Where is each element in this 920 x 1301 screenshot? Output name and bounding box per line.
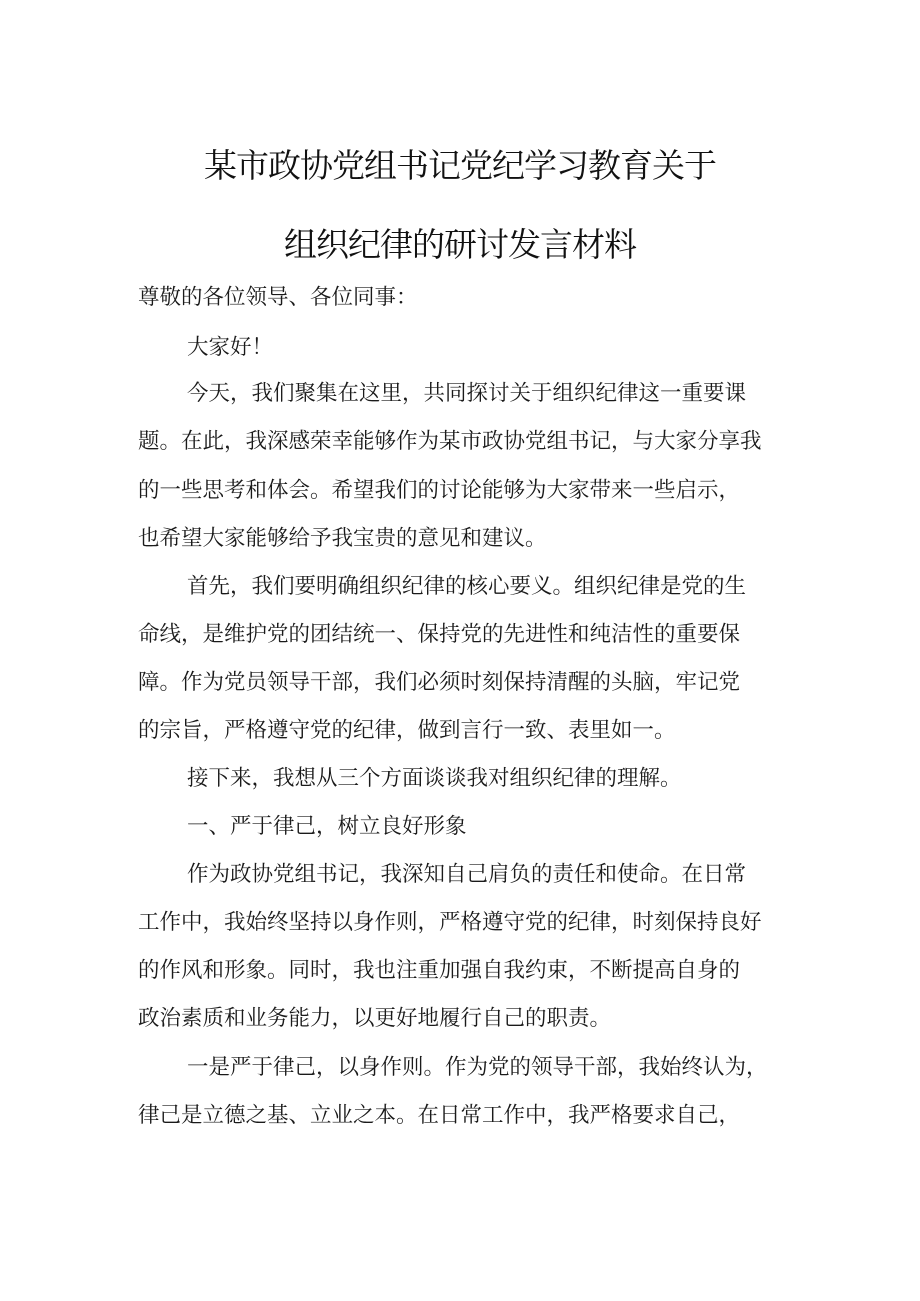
document-title-line-2: 组织纪律的研讨发言材料 (284, 225, 636, 264)
document-title-line-1: 某市政协党组书记党纪学习教育关于 (204, 146, 716, 185)
paragraph-line: 接下来，我想从三个方面谈谈我对组织纪律的理解。 (187, 766, 682, 791)
paragraph-line: 律己是立德之基、立业之本。在日常工作中，我严格要求自己， (138, 1103, 741, 1128)
paragraph-line: 命线，是维护党的团结统一、保持党的先进性和纯洁性的重要保 (138, 622, 741, 647)
paragraph-line: 障。作为党员领导干部，我们必须时刻保持清醒的头脑，牢记党 (138, 670, 741, 695)
paragraph-line: 作为政协党组书记，我深知自己肩负的责任和使命。在日常 (187, 862, 747, 887)
paragraph-line: 题。在此，我深感荣幸能够作为某市政协党组书记，与大家分享我 (138, 429, 762, 454)
paragraph-line: 首先，我们要明确组织纪律的核心要义。组织纪律是党的生 (187, 574, 747, 599)
paragraph-line: 也希望大家能够给予我宝贵的意见和建议。 (138, 526, 547, 551)
paragraph-line: 的一些思考和体会。希望我们的讨论能够为大家带来一些启示， (138, 478, 741, 503)
salutation: 尊敬的各位领导、各位同事： (138, 285, 418, 310)
paragraph-line: 今天，我们聚集在这里，共同探讨关于组织纪律这一重要课 (187, 381, 747, 406)
section-heading: 一、严于律己，树立良好形象 (187, 814, 467, 839)
greeting: 大家好！ (187, 335, 274, 360)
paragraph-line: 政治素质和业务能力，以更好地履行自己的职责。 (138, 1006, 612, 1031)
paragraph-line: 的宗旨，严格遵守党的纪律，做到言行一致、表里如一。 (138, 718, 676, 743)
paragraph-line: 的作风和形象。同时，我也注重加强自我约束，不断提高自身的 (138, 958, 741, 983)
paragraph-line: 一是严于律己，以身作则。作为党的领导干部，我始终认为， (187, 1055, 768, 1080)
paragraph-line: 工作中，我始终坚持以身作则，严格遵守党的纪律，时刻保持良好 (138, 910, 762, 935)
